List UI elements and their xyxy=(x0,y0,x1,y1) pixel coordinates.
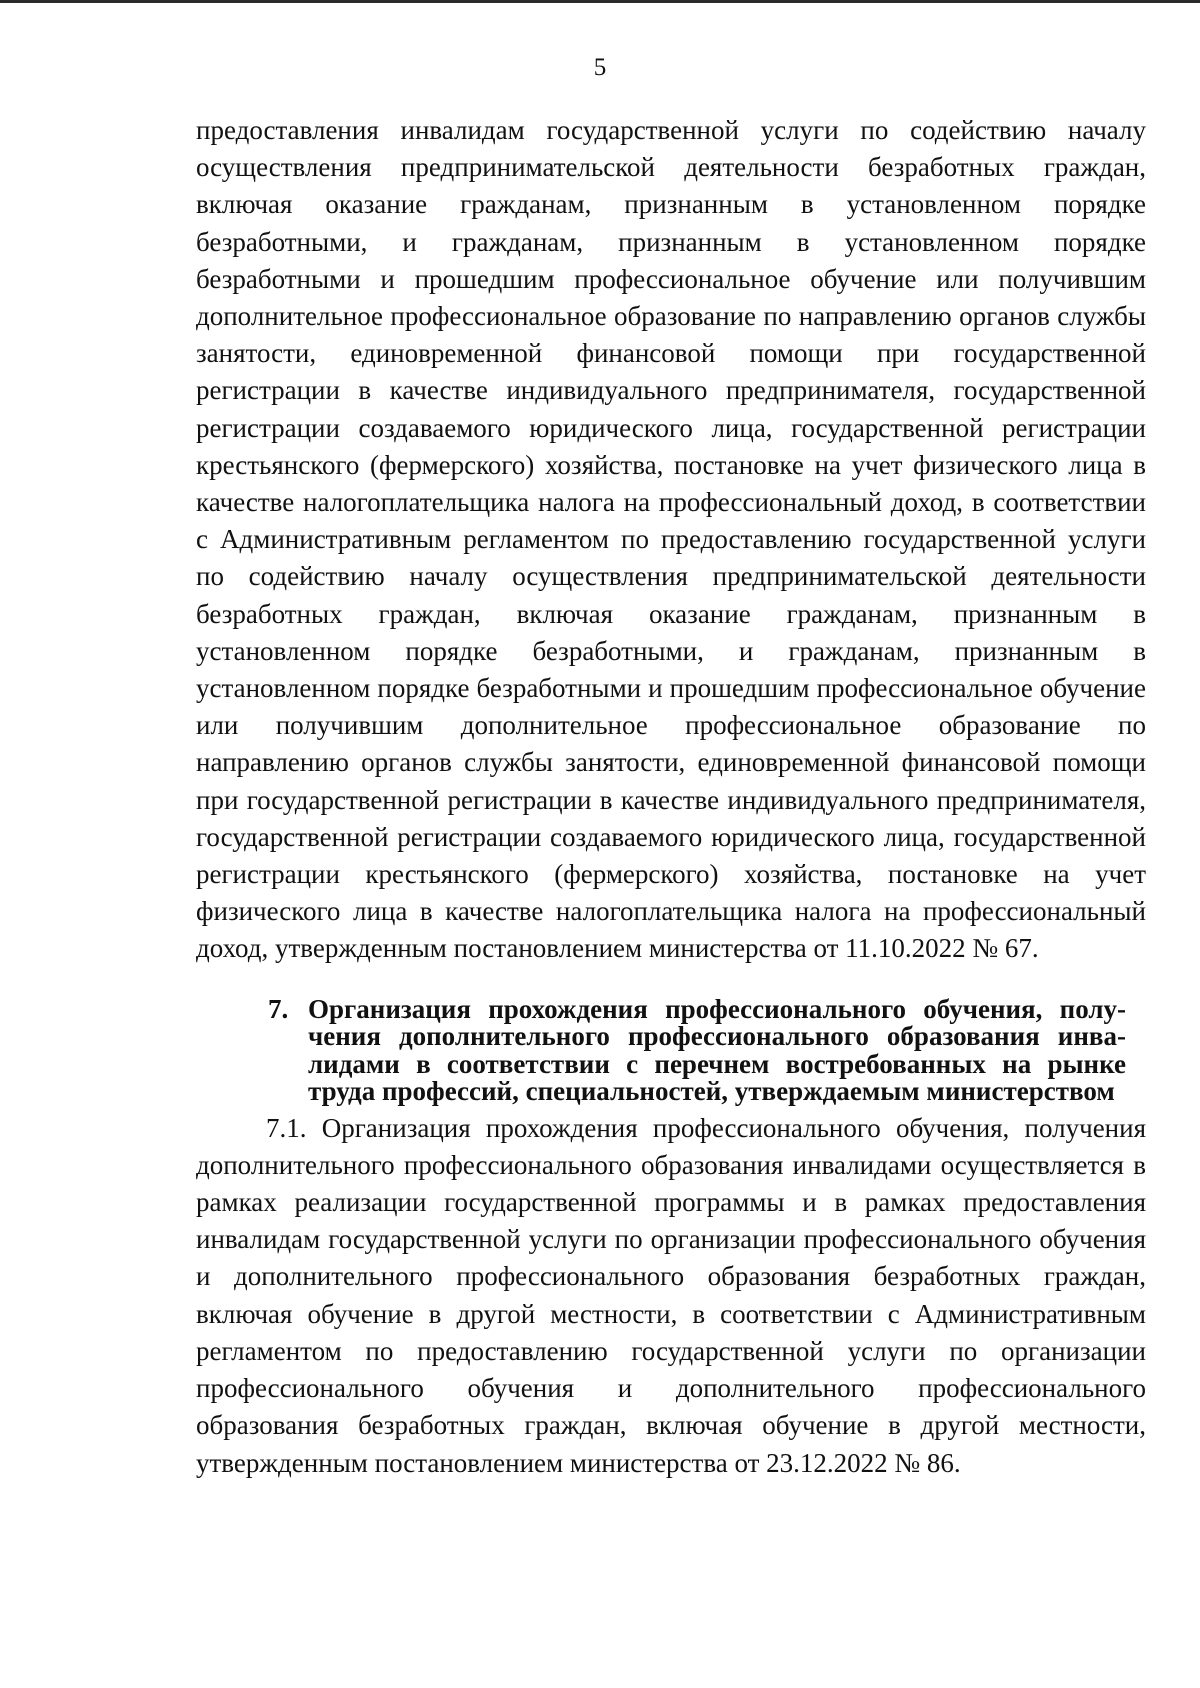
section-number: 7. xyxy=(268,993,289,1024)
paragraph-continued: предоставления инвалидам государственной услуги по содействию началу осуществления предпринимательской деятельности безработных граждан, включая оказание гражданам, признанным в установленном порядке безработными, и гражданам, признанным в установленном порядке безработными и прошедшим профессиональное обучение или получившим дополнительное профессиональное образование по направлению органов службы занятости, единовременной финансовой помощи при государственной регистрации в качестве индивидуального предпринимателя, государственной регистрации создаваемого юридического лица, государственной регистрации крестьянского (фермерского) хозяйства, постановке на учет физического лица в качестве налогоплательщика налога на профессиональный доход, в соответствии с Административным регламентом по предоставлению государственной услуги по содействию началу осуществления предпринимательской деятельности безработных граждан, включая оказание гражданам, признанным в установленном порядке безработными, и гражданам, признанным в установленном порядке безработными и прошедшим профессиональное обучение или получившим дополнительное профессиональное образование по направлению органов службы занятости, единовременной финансовой помощи при государственной регистрации в качестве индивидуального предпринимателя, государственной регистрации создаваемого юридического лица, государственной регистрации крестьянского (фермерского) хозяйства, постановке на учет физического лица в качестве налогоплательщика налога на профессиональный доход, утвержденным постановлением министерства от 11.10.2022 № 67. xyxy=(196,115,1146,964)
scan-top-edge xyxy=(0,0,1200,3)
paragraph-7-1: 7.1. Организация прохождения профессионального обучения, получения дополнительного профессионального образования инвалидами осуществляется в рамках реализации государственной программы и в рамках предоставления инвалидам государственной услуги по организации профессионального обучения и дополнительного профессионального образования безработных граждан, включая обучение в другой местности, в соответствии с Административным регламентом по предоставлению государственной услуги по организации профессионального обучения и дополнительного профессионального образования безработных граждан, включая обучение в другой местности, утвержденным постановлением министерства от 23.12.2022 № 86. xyxy=(196,1112,1146,1478)
section-title: Организация прохождения профессионального обучения, получения дополнительного профессионального образования инвалидами в соответствии с перечнем востребованных на рынке труда профессий, специальностей, утверждаемым министерством xyxy=(308,993,1126,1107)
section-heading xyxy=(196,993,1146,1107)
page-number: 5 xyxy=(593,54,607,81)
document-body xyxy=(196,112,1146,1482)
